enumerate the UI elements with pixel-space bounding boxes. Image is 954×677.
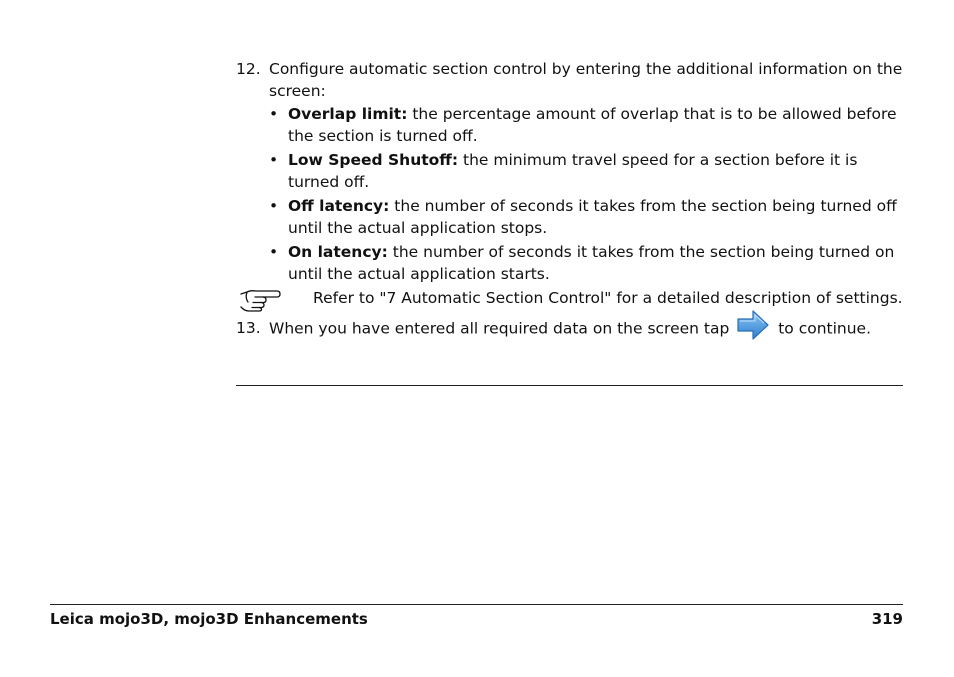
bullet-icon: • [269, 151, 279, 169]
note-text: Refer to "7 Automatic Section Control" for a detailed description of settings. [313, 289, 903, 307]
bullet-icon: • [269, 243, 279, 261]
list-item-on-latency [269, 241, 903, 285]
step-number: 13. [236, 319, 261, 337]
list-item-off-latency [269, 195, 903, 239]
list-item-description: the number of seconds it takes from the section being turned off until the actual application stops. [288, 197, 897, 237]
list-item-overlap-limit [269, 103, 903, 147]
footer-title: Leica mojo3D, mojo3D Enhancements [50, 610, 368, 628]
step-12 [236, 58, 903, 285]
step-number: 12. [236, 60, 261, 78]
list-item-description: the number of seconds it takes from the section being turned on until the actual application starts. [288, 243, 895, 283]
list-item-description: the percentage amount of overlap that is to be allowed before the section is turned off. [288, 105, 897, 145]
step-text-after: to continue. [778, 319, 872, 338]
step-13 [236, 317, 903, 341]
page-number: 319 [871, 610, 903, 628]
step-text: Configure automatic section control by entering the additional information on the screen: [269, 60, 903, 100]
section-divider [236, 385, 903, 386]
bullet-icon: • [269, 105, 279, 123]
list-item-term: Low Speed Shutoff: [288, 151, 459, 169]
list-item-term: On latency: [288, 243, 388, 261]
settings-list [269, 103, 903, 285]
forward-arrow-icon [736, 309, 770, 341]
page-footer [50, 610, 903, 628]
list-item-term: Off latency: [288, 197, 390, 215]
bullet-icon: • [269, 197, 279, 215]
footer-divider [50, 604, 903, 605]
manual-content [236, 58, 903, 341]
list-item-description: the minimum travel speed for a section before it is turned off. [288, 151, 858, 191]
note-block [236, 287, 903, 309]
step-text-before: When you have entered all required data on the screen tap [269, 319, 730, 338]
pointing-hand-icon [239, 288, 281, 312]
list-item-low-speed-shutoff [269, 149, 903, 193]
list-item-term: Overlap limit: [288, 105, 408, 123]
